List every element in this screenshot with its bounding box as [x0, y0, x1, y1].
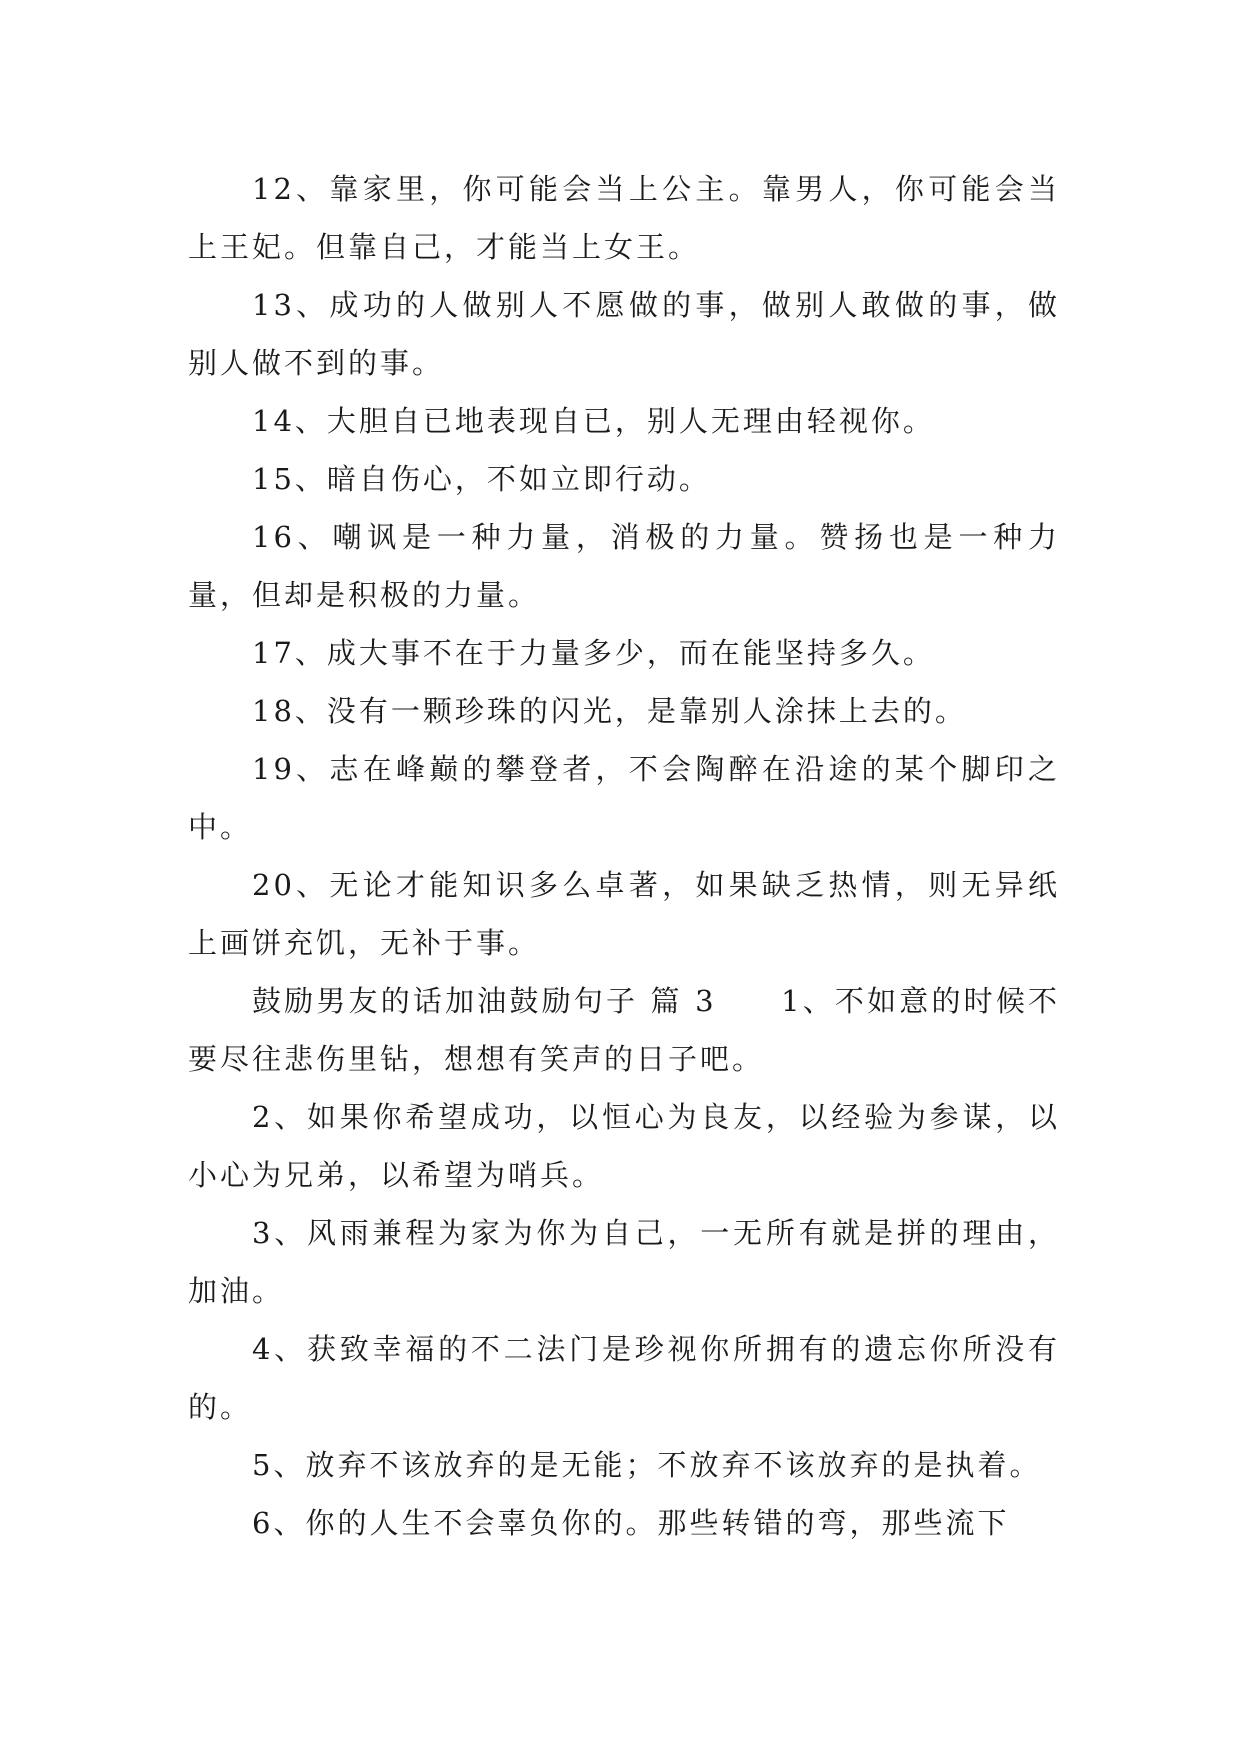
- paragraph-item-2: 2、如果你希望成功，以恒心为良友，以经验为参谋，以小心为兄弟，以希望为哨兵。: [188, 1100, 1060, 1192]
- paragraph-item-6: 6、你的人生不会辜负你的。那些转错的弯，那些流下: [252, 1506, 1010, 1540]
- paragraph-item-18: 18、没有一颗珍珠的闪光，是靠别人涂抹上去的。: [252, 694, 967, 728]
- paragraph-item-4: 4、获致幸福的不二法门是珍视你所拥有的遗忘你所没有的。: [188, 1332, 1060, 1424]
- paragraph-item-12: 12、靠家里，你可能会当上公主。靠男人，你可能会当上王妃。但靠自己，才能当上女王。: [188, 172, 1060, 264]
- paragraph-item-14: 14、大胆自已地表现自已，别人无理由轻视你。: [252, 404, 935, 438]
- paragraph-item-3: 3、风雨兼程为家为你为自己，一无所有就是拼的理由，加油。: [188, 1216, 1060, 1308]
- paragraph-item-16: 16、嘲讽是一种力量，消极的力量。赞扬也是一种力量，但却是积极的力量。: [188, 520, 1060, 612]
- paragraph-item-5: 5、放弃不该放弃的是无能；不放弃不该放弃的是执着。: [252, 1448, 1042, 1482]
- paragraph-item-20: 20、无论才能知识多么卓著，如果缺乏热情，则无异纸上画饼充饥，无补于事。: [188, 868, 1060, 960]
- section-heading-paragraph: 鼓励男友的话加油鼓励句子 篇 3 1、不如意的时候不要尽往悲伤里钻，想想有笑声的日子吧。: [188, 984, 1060, 1076]
- paragraph-item-19: 19、志在峰巅的攀登者，不会陶醉在沿途的某个脚印之中。: [188, 752, 1060, 844]
- paragraph-item-17: 17、成大事不在于力量多少，而在能坚持多久。: [252, 636, 935, 670]
- paragraph-item-15: 15、暗自伤心，不如立即行动。: [252, 462, 711, 496]
- paragraph-item-13: 13、成功的人做别人不愿做的事，做别人敢做的事，做别人做不到的事。: [188, 288, 1060, 380]
- document-page: [188, 160, 1060, 1552]
